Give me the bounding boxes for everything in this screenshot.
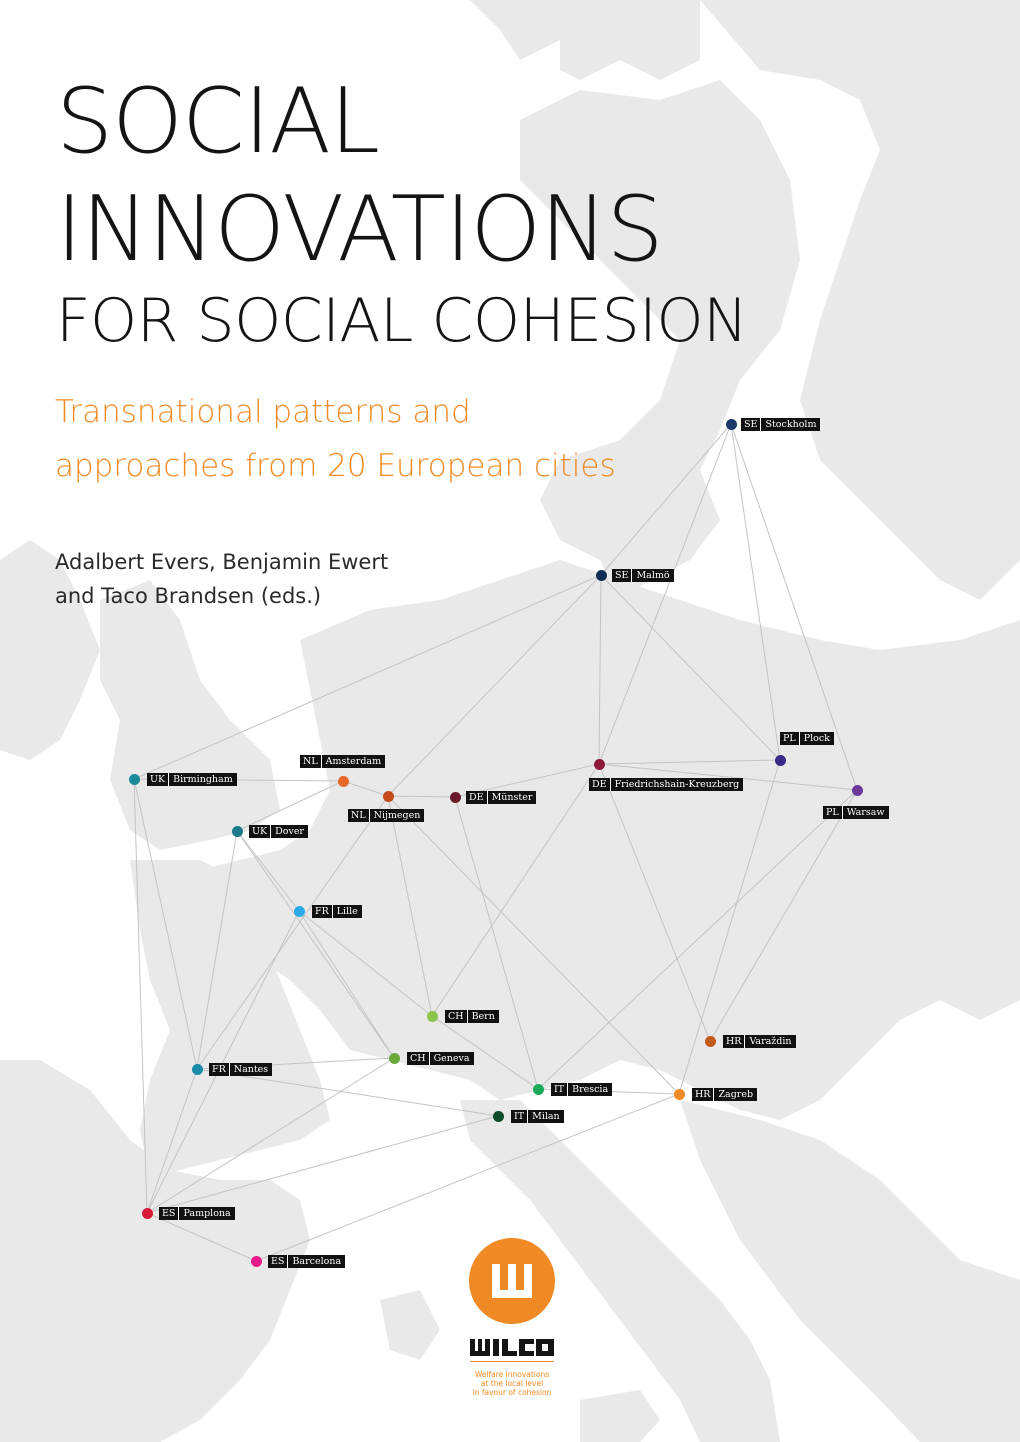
- city-dot-lille: [294, 906, 305, 917]
- wilco-wordmark: [470, 1336, 554, 1362]
- link-lille-bern: [299, 911, 432, 1016]
- city-dot-malmo: [596, 570, 607, 581]
- title-line-3: FOR SOCIAL COHESION: [56, 286, 748, 356]
- city-name: Malmö: [636, 570, 670, 581]
- city-name: Amsterdam: [325, 756, 382, 767]
- city-country-code: FR: [314, 905, 333, 918]
- link-stockholm-malmo: [601, 424, 731, 575]
- city-label-warsaw: [823, 806, 889, 819]
- city-label-bern: [445, 1010, 499, 1023]
- logo-divider: [470, 1361, 554, 1362]
- wilco-logo: [466, 1238, 558, 1324]
- city-name: Brescia: [572, 1084, 609, 1095]
- city-label-nijmegen: [348, 809, 424, 822]
- city-label-birmingham: [147, 773, 237, 786]
- city-dot-geneva: [389, 1053, 400, 1064]
- city-label-brescia: [551, 1083, 612, 1096]
- city-country-code: HR: [725, 1035, 745, 1048]
- title-line-1: SOCIAL: [56, 69, 380, 174]
- subtitle-line-2: approaches from 20 European cities: [55, 448, 616, 484]
- link-amsterdam-nijmegen: [343, 781, 388, 796]
- city-name: Stockholm: [765, 419, 817, 430]
- city-name: Lille: [336, 906, 358, 917]
- link-malmo-nijmegen: [388, 575, 601, 796]
- city-name: Dover: [275, 826, 304, 837]
- city-dot-fhk: [594, 759, 605, 770]
- link-dover-nantes: [197, 831, 237, 1069]
- wilco-w-icon: [469, 1238, 555, 1324]
- city-label-milan: [511, 1110, 564, 1123]
- link-lille-pamplona: [147, 911, 299, 1213]
- link-dover-geneva: [237, 831, 394, 1058]
- city-dot-bern: [427, 1011, 438, 1022]
- link-birmingham-nantes: [134, 779, 197, 1069]
- link-nijmegen-zagreb: [388, 796, 679, 1094]
- city-country-code: CH: [409, 1052, 430, 1065]
- city-name: Nantes: [233, 1064, 269, 1075]
- city-name: Warsaw: [846, 807, 885, 818]
- city-country-code: DE: [591, 778, 611, 791]
- city-label-fhk: [589, 778, 743, 791]
- city-dot-milan: [493, 1111, 504, 1122]
- link-geneva-pamplona: [147, 1058, 394, 1213]
- logo-tagline-2: at the local level: [480, 1379, 544, 1388]
- city-name: Münster: [491, 792, 533, 803]
- city-label-munster: [466, 791, 536, 804]
- city-dot-dover: [232, 826, 243, 837]
- city-country-code: PL: [782, 732, 800, 745]
- link-warsaw-varazdin: [710, 790, 857, 1041]
- link-nijmegen-bern: [388, 796, 432, 1016]
- city-label-malmo: [612, 569, 674, 582]
- city-label-amsterdam: [300, 755, 385, 768]
- city-country-code: IT: [553, 1083, 568, 1096]
- city-label-barcelona: [268, 1255, 345, 1268]
- city-name: Friedrichshain-Kreuzberg: [614, 779, 740, 790]
- link-malmo-fhk: [599, 575, 601, 764]
- city-name: Pamplona: [183, 1208, 231, 1219]
- city-country-code: NL: [350, 809, 370, 822]
- authors-line-2: and Taco Brandsen (eds.): [55, 584, 322, 608]
- city-label-pamplona: [159, 1207, 235, 1220]
- link-munster-brescia: [455, 797, 538, 1089]
- city-name: Geneva: [433, 1053, 470, 1064]
- link-nijmegen-munster: [388, 796, 455, 797]
- city-country-code: DE: [468, 791, 488, 804]
- link-nantes-milan: [197, 1069, 498, 1116]
- city-dot-warsaw: [852, 785, 863, 796]
- svg-text:WILCO: WILCO: [470, 1336, 474, 1337]
- link-milan-pamplona: [147, 1116, 498, 1213]
- city-dot-pamplona: [142, 1208, 153, 1219]
- link-fhk-varazdin: [599, 764, 710, 1041]
- link-pamplona-barcelona: [147, 1213, 256, 1261]
- link-stockholm-plock: [731, 424, 780, 760]
- city-dot-barcelona: [251, 1256, 262, 1267]
- authors-line-1: Adalbert Evers, Benjamin Ewert: [55, 550, 389, 574]
- city-label-varazdin: [723, 1035, 796, 1048]
- city-dot-birmingham: [129, 774, 140, 785]
- city-dot-stockholm: [726, 419, 737, 430]
- city-dot-nijmegen: [383, 791, 394, 802]
- logo-tagline-3: in favour of cohesion: [472, 1388, 552, 1397]
- city-country-code: SE: [743, 418, 761, 431]
- logo-tagline-1: Welfare innovations: [474, 1370, 550, 1379]
- city-country-code: NL: [302, 755, 322, 768]
- city-label-stockholm: [741, 418, 820, 431]
- city-name: Birmingham: [173, 774, 233, 785]
- city-label-zagreb: [692, 1088, 757, 1101]
- city-country-code: SE: [614, 569, 632, 582]
- link-amsterdam-dover: [237, 781, 343, 831]
- city-name: Plock: [803, 733, 830, 744]
- city-name: Bern: [471, 1011, 495, 1022]
- city-name: Zagreb: [718, 1089, 754, 1100]
- subtitle-line-1: Transnational patterns and: [55, 394, 471, 430]
- link-birmingham-pamplona: [134, 779, 147, 1213]
- city-country-code: ES: [161, 1207, 179, 1220]
- link-zagreb-barcelona: [256, 1094, 679, 1261]
- city-country-code: ES: [270, 1255, 288, 1268]
- link-plock-fhk: [599, 760, 780, 764]
- title-line-2: INNOVATIONS: [56, 177, 663, 282]
- city-name: Nijmegen: [373, 810, 421, 821]
- city-country-code: PL: [825, 806, 843, 819]
- link-malmo-plock: [601, 575, 780, 760]
- city-dot-plock: [775, 755, 786, 766]
- city-country-code: IT: [513, 1110, 528, 1123]
- city-label-nantes: [209, 1063, 272, 1076]
- city-country-code: HR: [694, 1088, 714, 1101]
- city-name: Varaždin: [749, 1036, 792, 1047]
- city-dot-brescia: [533, 1084, 544, 1095]
- city-dot-nantes: [192, 1064, 203, 1075]
- city-label-dover: [249, 825, 308, 838]
- link-lille-geneva: [299, 911, 394, 1058]
- link-dover-lille: [237, 831, 299, 911]
- city-name: Milan: [532, 1111, 560, 1122]
- city-country-code: UK: [251, 825, 271, 838]
- link-nantes-pamplona: [147, 1069, 197, 1213]
- city-country-code: FR: [211, 1063, 230, 1076]
- city-dot-amsterdam: [338, 776, 349, 787]
- city-dot-varazdin: [705, 1036, 716, 1047]
- city-country-code: UK: [149, 773, 169, 786]
- link-warsaw-brescia: [538, 790, 857, 1089]
- city-label-lille: [312, 905, 362, 918]
- city-label-plock: [780, 732, 834, 745]
- city-name: Barcelona: [292, 1256, 342, 1267]
- city-dot-munster: [450, 792, 461, 803]
- city-label-geneva: [407, 1052, 474, 1065]
- city-country-code: CH: [447, 1010, 468, 1023]
- city-dot-zagreb: [674, 1089, 685, 1100]
